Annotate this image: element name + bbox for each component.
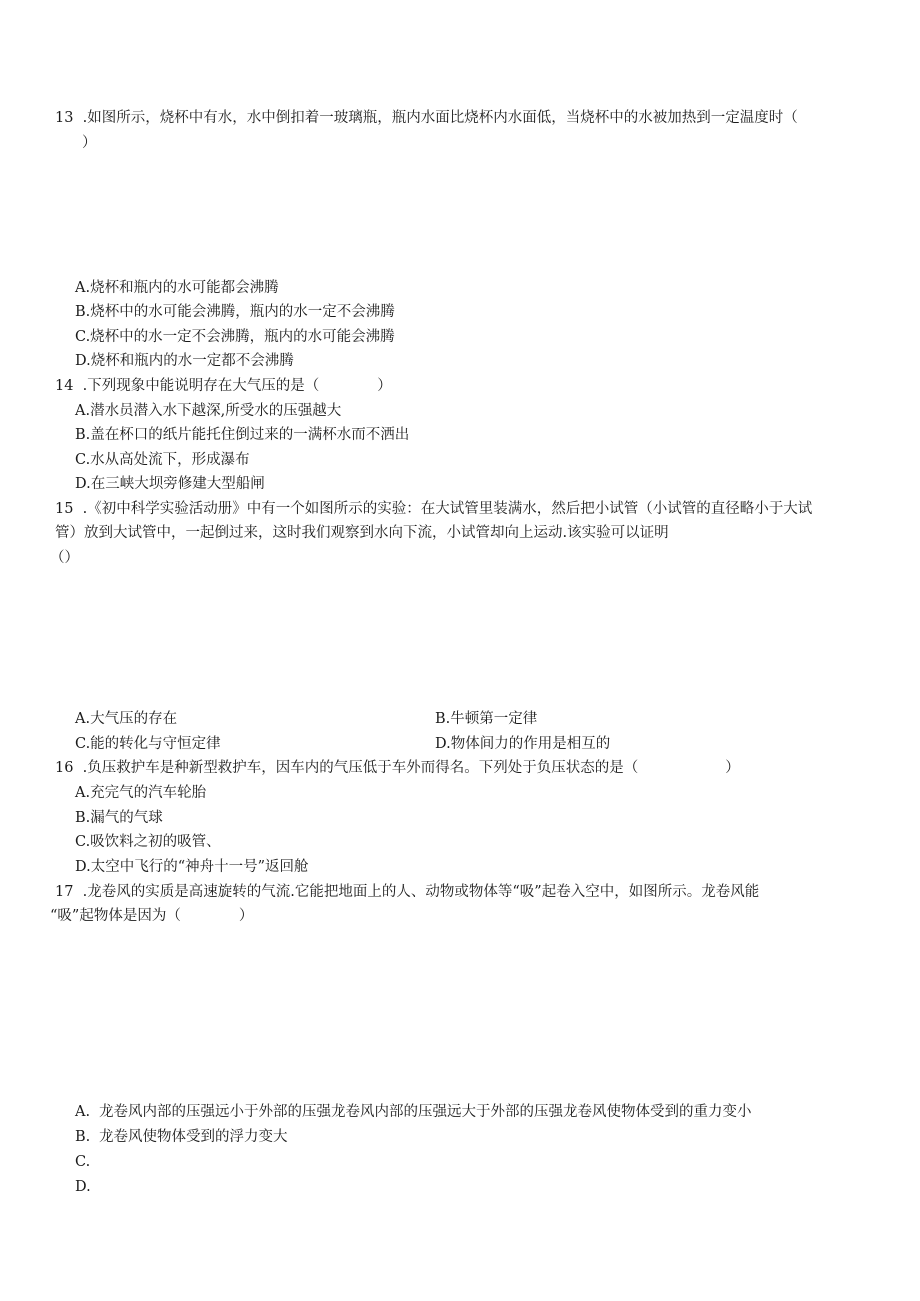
question-text: .龙卷风的实质是高速旋转的气流.它能把地面上的人、动物或物体等“吸”起卷入空中，如图所示。龙卷风能 [82, 884, 760, 900]
question-13-option-d[interactable]: D.烧杯和瓶内的水一定都不会沸腾 [75, 353, 294, 369]
question-number: 16 [55, 760, 74, 776]
question-13-stem-line2: ） [82, 135, 97, 151]
question-15-option-d[interactable]: D.物体间力的作用是相互的 [435, 736, 611, 752]
option-letter: B. [75, 1129, 91, 1145]
question-16-option-a[interactable]: A.充完气的汽车轮胎 [75, 785, 207, 801]
question-17-option-b[interactable] [75, 1127, 288, 1147]
question-15-stem-line3: （） [50, 550, 79, 566]
question-number: 15 [55, 501, 74, 517]
question-number: 13 [55, 110, 74, 126]
question-16-stem [55, 758, 740, 778]
question-15-stem-line1 [55, 499, 812, 519]
option-letter: D. [75, 1179, 91, 1195]
question-text: .负压救护车是种新型救护车，因车内的气压低于车外而得名。下列处于负压状态的是（ ） [82, 760, 740, 776]
question-17-option-a[interactable] [75, 1102, 752, 1122]
question-number: 14 [55, 378, 74, 394]
question-16-option-d[interactable]: D.太空中飞行的“神舟十一号”返回舱 [75, 859, 309, 875]
question-15-option-c[interactable]: C.能的转化与守恒定律 [75, 736, 221, 752]
question-13-option-b[interactable]: B.烧杯中的水可能会沸腾，瓶内的水一定不会沸腾 [75, 304, 395, 320]
question-13-stem-line1 [55, 108, 798, 128]
question-text: .《初中科学实验活动册》中有一个如图所示的实验：在大试管里装满水，然后把小试管（小试管的直径略小于大试 [82, 501, 813, 517]
option-letter: C. [75, 1154, 91, 1170]
question-number: 17 [55, 884, 74, 900]
question-16-option-c[interactable]: C.吸饮料之初的吸管、 [75, 834, 221, 850]
option-text: 龙卷风内部的压强远小于外部的压强龙卷风内部的压强远大于外部的压强龙卷风使物体受到的重力变小 [99, 1104, 752, 1120]
question-17-option-c[interactable] [75, 1152, 99, 1172]
question-14-option-d[interactable]: D.在三峡大坝旁修建大型船闸 [75, 476, 265, 492]
option-text: 龙卷风使物体受到的浮力变大 [99, 1129, 288, 1145]
question-15-stem-line2: 管）放到大试管中，一起倒过来，这时我们观察到水向下流，小试管却向上运动.该实验可以证明 [55, 525, 669, 541]
question-14-option-a[interactable]: A.潜水员潜入水下越深,所受水的压强越大 [75, 403, 342, 419]
question-15-option-a[interactable]: A.大气压的存在 [75, 711, 178, 727]
question-14-option-b[interactable]: B.盖在杯口的纸片能托住倒过来的一满杯水而不洒出 [75, 427, 410, 443]
question-15-option-b[interactable]: B.牛顿第一定律 [435, 711, 538, 727]
question-16-option-b[interactable]: B.漏气的气球 [75, 810, 163, 826]
question-17-stem-line1 [55, 882, 759, 902]
question-text: .下列现象中能说明存在大气压的是（ ） [82, 378, 392, 394]
question-text: .如图所示，烧杯中有水，水中倒扣着一玻璃瓶，瓶内水面比烧杯内水面低，当烧杯中的水被加热到一定温度时（ [82, 110, 798, 126]
question-14-option-c[interactable]: C.水从高处流下，形成瀑布 [75, 452, 250, 468]
option-letter: A. [75, 1104, 91, 1120]
question-13-option-a[interactable]: A.烧杯和瓶内的水可能都会沸腾 [75, 280, 279, 296]
question-14-stem [55, 376, 392, 396]
question-13-option-c[interactable]: C.烧杯中的水一定不会沸腾，瓶内的水可能会沸腾 [75, 329, 395, 345]
question-17-option-d[interactable] [75, 1177, 99, 1197]
question-17-stem-line2: “吸”起物体是因为（ ） [50, 908, 254, 924]
